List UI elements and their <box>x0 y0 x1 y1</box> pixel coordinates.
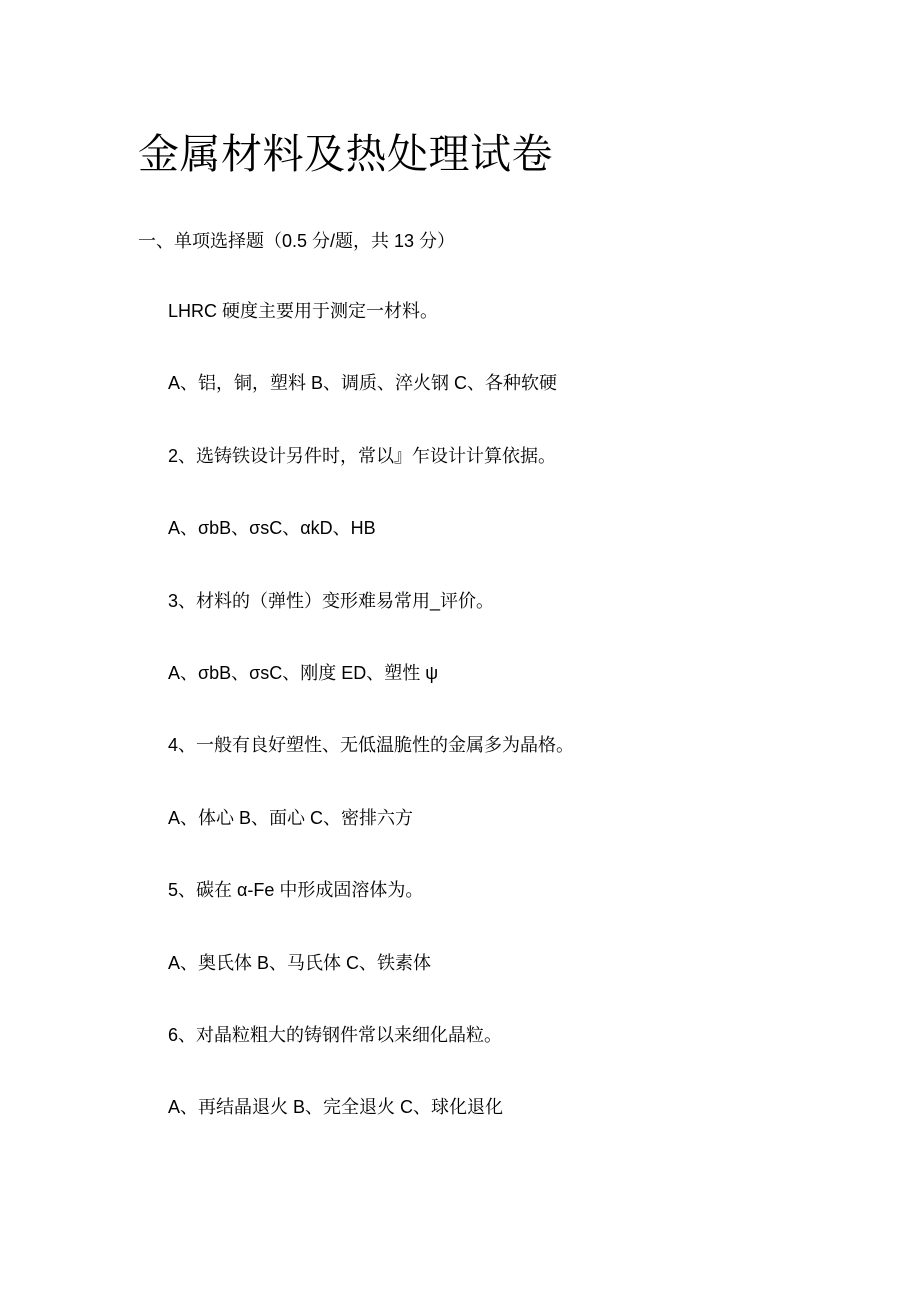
option-line: A、σbB、σsC、刚度 ED、塑性 ψ <box>168 662 439 683</box>
question-line: 3、材料的（弹性）变形难易常用_评价。 <box>168 590 495 611</box>
question-line: 6、对晶粒粗大的铸钢件常以来细化晶粒。 <box>168 1024 503 1045</box>
question-list <box>168 298 888 1167</box>
question-line: 4、一般有良好塑性、无低温脆性的金属多为晶格。 <box>168 735 575 756</box>
option-line: A、奥氏体 B、马氏体 C、铁素体 <box>168 952 432 973</box>
section-heading: 一、单项选择题（0.5 分/题，共 13 分） <box>138 231 456 251</box>
question-line: LHRC 硬度主要用于测定一材料。 <box>168 301 439 321</box>
document-title: 金属材料及热处理试卷 <box>138 130 553 178</box>
option-line: A、σbB、σsC、αkD、HB <box>168 518 376 539</box>
question-line: 5、碳在 α-Fe 中形成固溶体为。 <box>168 880 424 901</box>
option-line: A、体心 B、面心 C、密排六方 <box>168 807 414 828</box>
option-line: A、再结晶退火 B、完全退火 C、球化退化 <box>168 1097 504 1118</box>
question-line: 2、选铸铁设计另件时，常以』乍设计计算依据。 <box>168 445 557 466</box>
option-line: A、铝，铜，塑料 B、调质、淬火钢 C、各种软硬 <box>168 373 558 394</box>
